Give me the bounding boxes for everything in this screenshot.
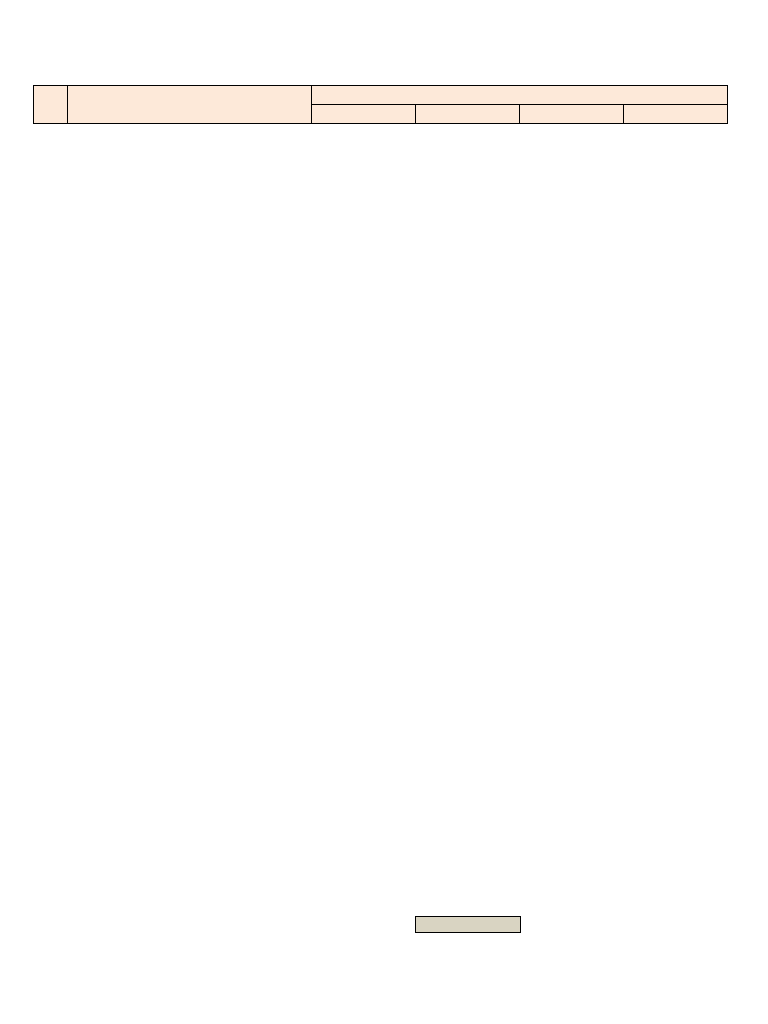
header-no	[34, 86, 68, 124]
legend-swatch	[415, 916, 521, 933]
header-tanggal	[312, 86, 728, 105]
header-date	[416, 105, 520, 124]
header-date	[520, 105, 624, 124]
header-nama	[68, 86, 312, 124]
header-date	[312, 105, 416, 124]
header-date	[624, 105, 728, 124]
schedule-header	[33, 85, 728, 124]
